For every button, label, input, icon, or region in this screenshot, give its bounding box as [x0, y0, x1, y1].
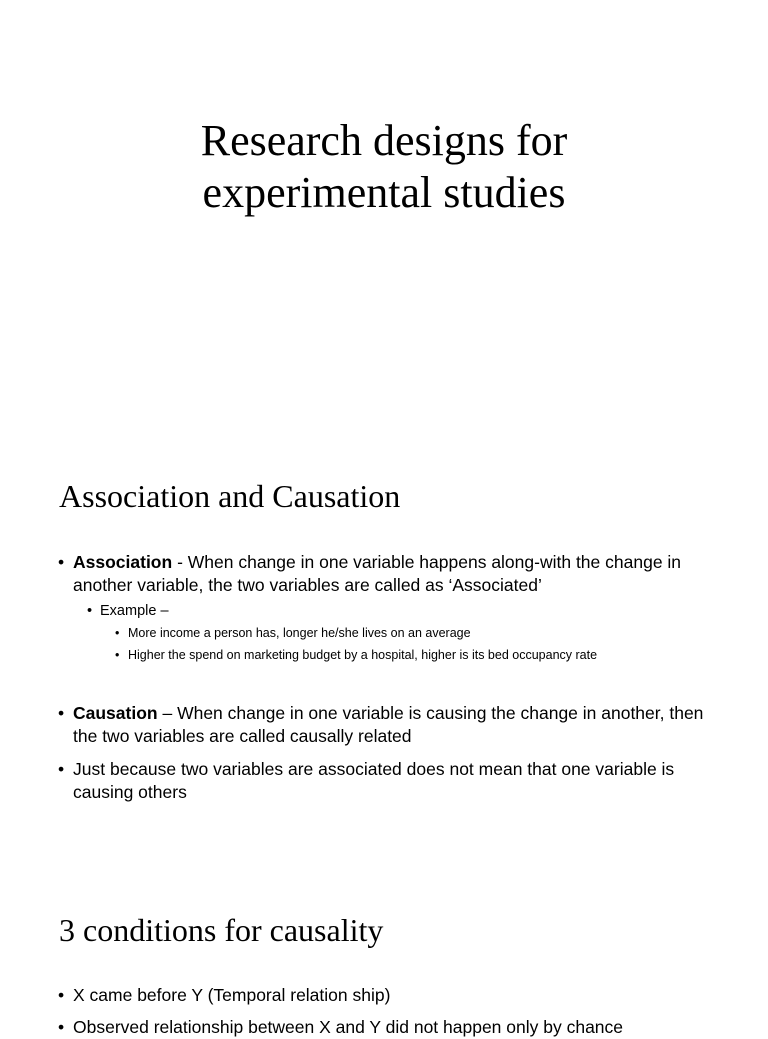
- bullet-dot: •: [58, 1017, 65, 1037]
- condition-item: • Observed relationship between X and Y did not happen only by chance: [58, 1017, 624, 1037]
- slide-heading: 3 conditions for causality: [59, 912, 384, 948]
- bullet-causation: • Causation – When change in one variable is causing the change in another, then the two variables are called causally related: [58, 703, 704, 746]
- example-item: • Higher the spend on marketing budget by a hospital, higher is its bed occupancy rate: [115, 648, 598, 662]
- bullet-text: When change in one variable is causing the change in another, then the two variables are called causally related: [73, 703, 704, 746]
- title-line-1: Research designs for: [200, 116, 568, 165]
- title-line-2: experimental studies: [202, 168, 566, 217]
- slide-conditions-causality: [0, 880, 768, 1037]
- sub-bullet-example: [87, 602, 169, 620]
- bullet-association-not-causation: [58, 758, 713, 804]
- bullet-text: Just because two variables are associated does not mean that one variable is causing others: [73, 759, 675, 802]
- bullet-dot: •: [58, 703, 65, 723]
- bullet-text: When change in one variable happens along-with the change in another variable, the two variables are called as ‘Associated’: [73, 552, 682, 595]
- example-label: Example –: [100, 603, 169, 619]
- term-association: Association: [73, 552, 173, 572]
- condition-item: • X came before Y (Temporal relation ship): [58, 985, 391, 1005]
- slide-heading: Association and Causation: [59, 478, 401, 514]
- term-causation: Causation: [73, 703, 158, 723]
- bullet-dot: •: [58, 552, 65, 572]
- bullet-dot: •: [58, 985, 65, 1005]
- bullet-dot: •: [87, 603, 93, 619]
- example-item: • More income a person has, longer he/she lives on an average: [115, 626, 471, 640]
- bullet-dot: •: [115, 648, 120, 662]
- bullet-dot: •: [115, 626, 120, 640]
- slide-association-causation: [0, 440, 768, 860]
- bullet-association: • Association - When change in one variable happens along-with the change in another variable, the two variables are called as ‘Associated’: [58, 552, 682, 595]
- bullet-dot: •: [58, 759, 65, 779]
- presentation-title: [0, 115, 768, 219]
- slide-title: [0, 0, 768, 420]
